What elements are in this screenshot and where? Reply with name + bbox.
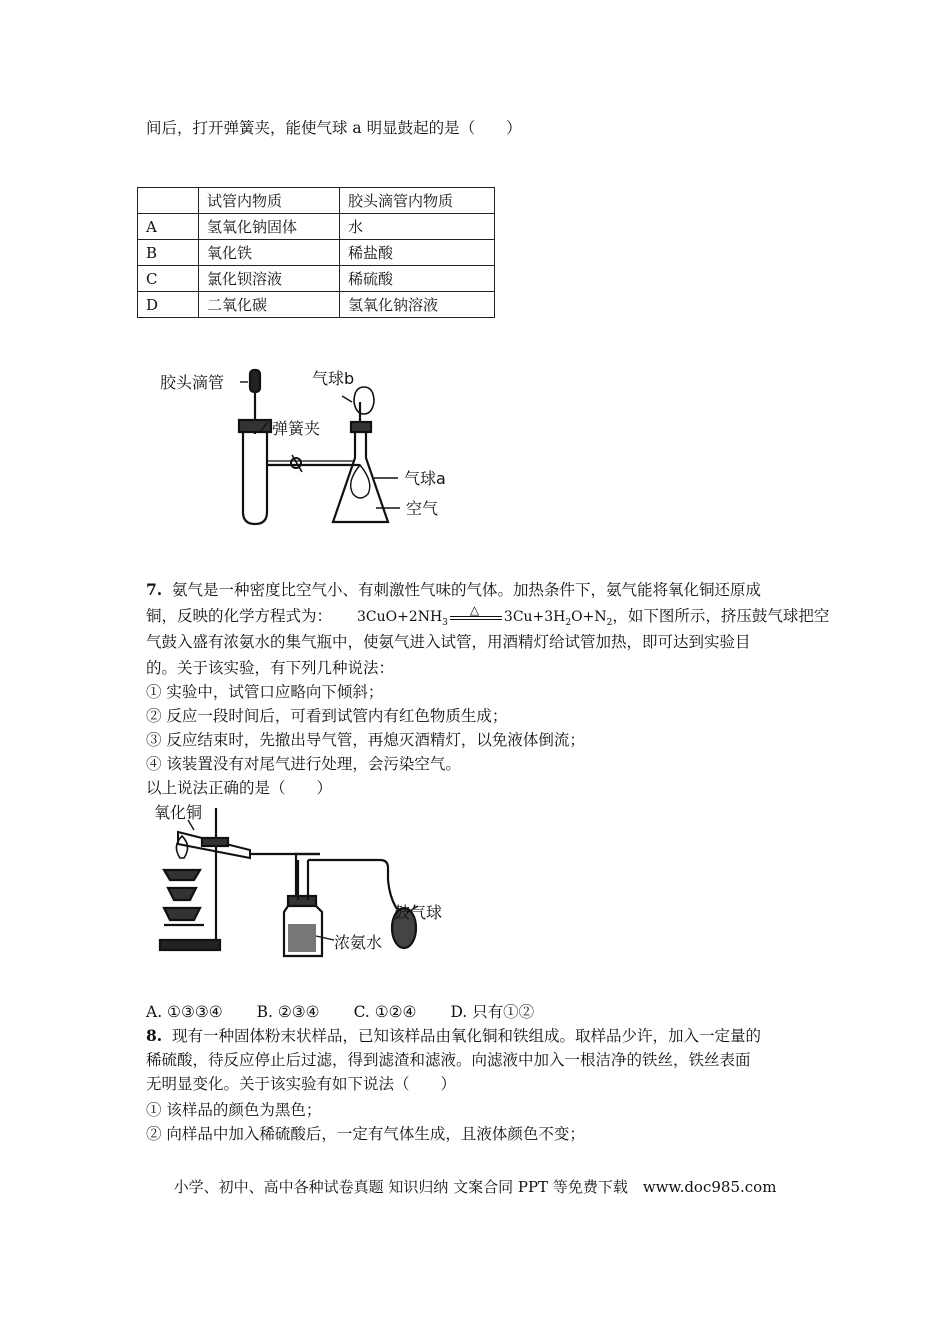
q7-choices — [146, 1002, 568, 1022]
q7-text-1: 氨气是一种密度比空气小、有刺激性气味的气体。加热条件下，氨气能将氧化铜还原成 — [172, 581, 762, 599]
choice-d: D. 只有①② — [450, 1003, 535, 1021]
table-cell: 氯化钡溶液 — [199, 266, 340, 292]
q7-line2 — [146, 603, 830, 633]
choice-c: C. ①②④ — [353, 1003, 417, 1021]
clamp-label: 弹簧夹 — [272, 419, 321, 438]
q8-number: 8. — [146, 1026, 163, 1045]
q6-intro: 间后，打开弹簧夹，能使气球 a 明显鼓起的是（ ） — [146, 119, 522, 137]
heat-condition: △ — [469, 603, 480, 617]
q7-line3: 气鼓入盛有浓氨水的集气瓶中，使氨气进入试管，用酒精灯给试管加热，即可达到实验目 — [146, 633, 751, 651]
table-header-cell: 胶头滴管内物质 — [340, 188, 495, 214]
table-cell: B — [138, 240, 199, 266]
eq-arrow — [448, 603, 504, 627]
table-cell: 水 — [340, 214, 495, 240]
table-header-row — [138, 188, 495, 214]
q6-options-table — [137, 187, 495, 318]
q7-apparatus-figure — [150, 800, 460, 965]
q7-number: 7. — [146, 580, 163, 599]
table-row — [138, 266, 495, 292]
cuo-label: 氧化铜 — [154, 803, 203, 822]
q8-line1 — [146, 1026, 761, 1046]
table-cell: 稀盐酸 — [340, 240, 495, 266]
bulb-label: 鼓气球 — [394, 903, 443, 922]
q7-text-2a: 铜，反映的化学方程式为： — [146, 607, 333, 625]
chemical-equation — [356, 603, 613, 633]
q7-statement: ③ 反应结束时，先撤出导气管，再熄灭酒精灯，以免液体倒流； — [146, 731, 585, 749]
table-cell: 氢氧化钠固体 — [199, 214, 340, 240]
q7-statement: ① 实验中，试管口应略向下倾斜； — [146, 683, 384, 701]
q7-ask: 以上说法正确的是（ ） — [146, 779, 333, 797]
q7-line4: 的。关于该实验，有下列几种说法： — [146, 659, 395, 677]
table-cell: 稀硫酸 — [340, 266, 495, 292]
ammonia-label: 浓氨水 — [334, 933, 383, 952]
table-row — [138, 214, 495, 240]
choice-b: B. ②③④ — [256, 1003, 320, 1021]
q8-statement: ② 向样品中加入稀硫酸后，一定有气体生成，且液体颜色不变； — [146, 1125, 585, 1143]
eq-right-sub1: 2 — [565, 617, 572, 628]
q7-statement: ② 反应一段时间后，可看到试管内有红色物质生成； — [146, 707, 508, 725]
balloon-b-label: 气球b — [312, 369, 355, 388]
table-cell: A — [138, 214, 199, 240]
q7-line1 — [146, 580, 761, 600]
table-cell: 二氧化碳 — [199, 292, 340, 318]
eq-left: 3CuO+2NH — [356, 609, 443, 625]
q8-line2: 稀硫酸，待反应停止后过滤，得到滤渣和滤液。向滤液中加入一根洁净的铁丝，铁丝表面 — [146, 1051, 751, 1069]
q7-text-2b: ，如下图所示，挤压鼓气球把空 — [612, 607, 830, 625]
eq-left-sub: 3 — [442, 617, 448, 628]
q8-statement: ① 该样品的颜色为黑色； — [146, 1101, 322, 1119]
balloon-a-label: 气球a — [404, 469, 446, 488]
table-cell: 氧化铁 — [199, 240, 340, 266]
eq-right-a: 3Cu+3H — [503, 609, 566, 625]
table-row — [138, 292, 495, 318]
table-cell: 氢氧化钠溶液 — [340, 292, 495, 318]
page-footer: 小学、初中、高中各种试卷真题 知识归纳 文案合同 PPT 等免费下载 www.doc985.com — [173, 1178, 777, 1196]
dropper-bulb — [250, 370, 260, 392]
air-label: 空气 — [406, 499, 439, 518]
dropper-label: 胶头滴管 — [160, 373, 225, 392]
table-header-cell — [138, 188, 199, 214]
q7-statement: ④ 该装置没有对尾气进行处理，会污染空气。 — [146, 755, 461, 773]
q8-text-1: 现有一种固体粉末状样品，已知该样品由氧化铜和铁组成。取样品少许，加入一定量的 — [172, 1027, 762, 1045]
table-cell: C — [138, 266, 199, 292]
q6-apparatus-figure — [150, 362, 470, 532]
eq-right-sub2: 2 — [606, 617, 613, 628]
choice-a: A. ①③③④ — [146, 1003, 223, 1021]
q8-line3: 无明显变化。关于该实验有如下说法（ ） — [146, 1075, 457, 1093]
eq-right-b: O+N — [571, 609, 607, 625]
table-header-cell: 试管内物质 — [199, 188, 340, 214]
table-cell: D — [138, 292, 199, 318]
table-row — [138, 240, 495, 266]
